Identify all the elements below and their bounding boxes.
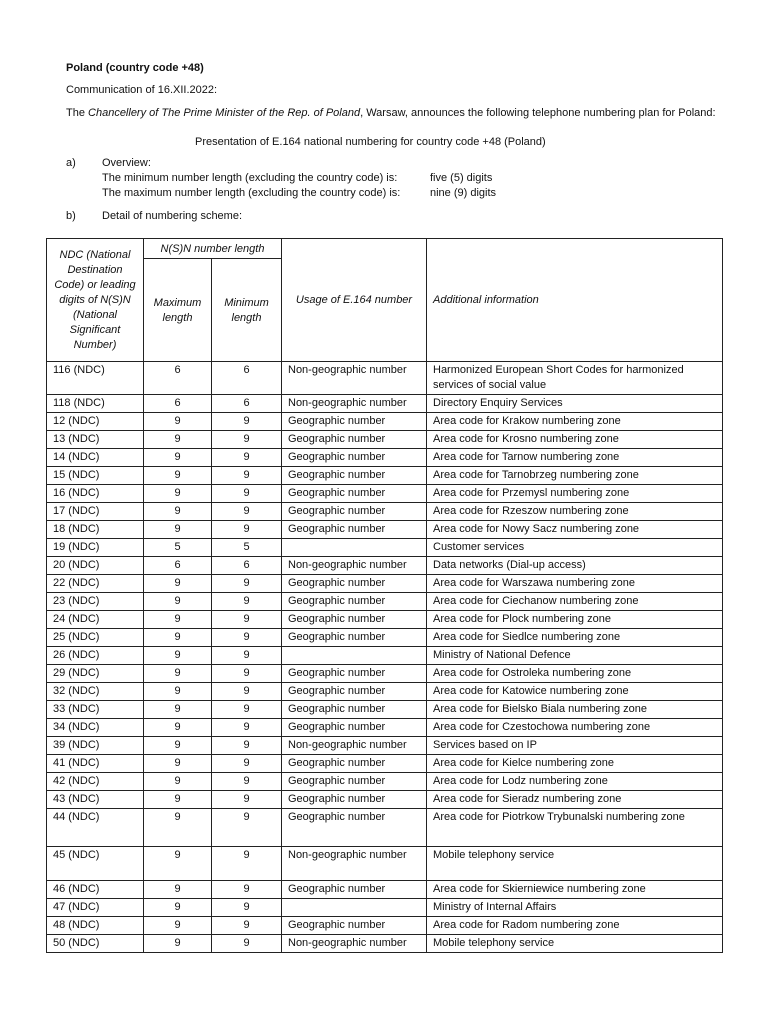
usage-cell: Non-geographic number xyxy=(282,395,427,413)
usage-cell: Geographic number xyxy=(282,503,427,521)
ndc-cell: 33 (NDC) xyxy=(47,701,144,719)
min-length-cell: 9 xyxy=(212,683,282,701)
table-row xyxy=(47,881,723,899)
table-row xyxy=(47,701,723,719)
max-length-cell: 9 xyxy=(144,485,212,503)
ndc-cell: 14 (NDC) xyxy=(47,449,144,467)
usage-cell: Geographic number xyxy=(282,593,427,611)
min-length-cell: 9 xyxy=(212,413,282,431)
info-cell: Data networks (Dial-up access) xyxy=(427,557,723,575)
info-cell: Area code for Piotrkow Trybunalski numbering zone xyxy=(427,809,723,847)
header-nsn-length: N(S)N number length xyxy=(144,239,282,259)
info-cell: Mobile telephony service xyxy=(427,847,723,881)
info-cell: Area code for Plock numbering zone xyxy=(427,611,723,629)
ndc-cell: 29 (NDC) xyxy=(47,665,144,683)
ndc-cell: 45 (NDC) xyxy=(47,847,144,881)
ndc-cell: 50 (NDC) xyxy=(47,935,144,953)
ndc-cell: 42 (NDC) xyxy=(47,773,144,791)
min-length-cell: 9 xyxy=(212,449,282,467)
ndc-cell: 44 (NDC) xyxy=(47,809,144,847)
usage-cell: Geographic number xyxy=(282,791,427,809)
min-length-cell: 9 xyxy=(212,935,282,953)
max-length-cell: 9 xyxy=(144,899,212,917)
max-length-cell: 5 xyxy=(144,539,212,557)
info-cell: Area code for Nowy Sacz numbering zone xyxy=(427,521,723,539)
table-row xyxy=(47,395,723,413)
min-length-cell: 9 xyxy=(212,917,282,935)
min-length-cell: 9 xyxy=(212,503,282,521)
min-length-cell: 9 xyxy=(212,647,282,665)
min-length-cell: 9 xyxy=(212,665,282,683)
table-row xyxy=(47,557,723,575)
ndc-cell: 12 (NDC) xyxy=(47,413,144,431)
usage-cell: Geographic number xyxy=(282,683,427,701)
table-row xyxy=(47,593,723,611)
usage-cell: Non-geographic number xyxy=(282,362,427,395)
min-length-cell: 9 xyxy=(212,593,282,611)
max-length-cell: 9 xyxy=(144,431,212,449)
ndc-cell: 13 (NDC) xyxy=(47,431,144,449)
max-length-cell: 9 xyxy=(144,719,212,737)
info-cell: Area code for Tarnow numbering zone xyxy=(427,449,723,467)
info-cell: Ministry of National Defence xyxy=(427,647,723,665)
intro-post: , Warsaw, announces the following telephone numbering plan for Poland: xyxy=(360,107,716,119)
table-row xyxy=(47,449,723,467)
min-length-value: five (5) digits xyxy=(430,172,493,184)
ndc-cell: 46 (NDC) xyxy=(47,881,144,899)
min-length-cell: 9 xyxy=(212,847,282,881)
max-length-cell: 9 xyxy=(144,593,212,611)
info-cell: Area code for Krakow numbering zone xyxy=(427,413,723,431)
ndc-cell: 22 (NDC) xyxy=(47,575,144,593)
table-row xyxy=(47,719,723,737)
table-row xyxy=(47,485,723,503)
usage-cell: Geographic number xyxy=(282,413,427,431)
header-usage: Usage of E.164 number xyxy=(282,239,427,362)
ndc-cell: 118 (NDC) xyxy=(47,395,144,413)
header-min-length: Minimum length xyxy=(212,259,282,362)
min-length-cell: 9 xyxy=(212,791,282,809)
intro-pre: The xyxy=(66,107,89,119)
header-max-length: Maximum length xyxy=(144,259,212,362)
max-length-cell: 9 xyxy=(144,917,212,935)
ndc-cell: 19 (NDC) xyxy=(47,539,144,557)
communication-date: Communication of 16.XII.2022: xyxy=(66,84,218,96)
min-length-cell: 6 xyxy=(212,557,282,575)
max-length-cell: 9 xyxy=(144,503,212,521)
info-cell: Area code for Krosno numbering zone xyxy=(427,431,723,449)
document-title: Poland (country code +48) xyxy=(66,62,204,74)
usage-cell: Geographic number xyxy=(282,755,427,773)
max-length-cell: 9 xyxy=(144,791,212,809)
info-cell: Area code for Ostroleka numbering zone xyxy=(427,665,723,683)
ndc-cell: 25 (NDC) xyxy=(47,629,144,647)
min-length-cell: 9 xyxy=(212,899,282,917)
min-length-cell: 9 xyxy=(212,809,282,847)
max-length-cell: 9 xyxy=(144,935,212,953)
ndc-cell: 26 (NDC) xyxy=(47,647,144,665)
info-cell: Ministry of Internal Affairs xyxy=(427,899,723,917)
max-length-cell: 9 xyxy=(144,521,212,539)
usage-cell: Geographic number xyxy=(282,809,427,847)
max-length-cell: 9 xyxy=(144,665,212,683)
table-row xyxy=(47,773,723,791)
info-cell: Area code for Czestochowa numbering zone xyxy=(427,719,723,737)
usage-cell: Non-geographic number xyxy=(282,935,427,953)
header-ndc: NDC (National Destination Code) or leading digits of N(S)N (National Significant Number) xyxy=(47,239,144,362)
max-length-cell: 9 xyxy=(144,413,212,431)
info-cell: Area code for Kielce numbering zone xyxy=(427,755,723,773)
usage-cell xyxy=(282,647,427,665)
info-cell: Area code for Radom numbering zone xyxy=(427,917,723,935)
table-row xyxy=(47,611,723,629)
max-length-cell: 6 xyxy=(144,362,212,395)
max-length-value: nine (9) digits xyxy=(430,187,497,199)
min-length-cell: 9 xyxy=(212,575,282,593)
table-row xyxy=(47,737,723,755)
max-length-cell: 9 xyxy=(144,701,212,719)
max-length-cell: 9 xyxy=(144,647,212,665)
table-row xyxy=(47,917,723,935)
max-length-cell: 9 xyxy=(144,737,212,755)
ndc-cell: 32 (NDC) xyxy=(47,683,144,701)
max-length-cell: 9 xyxy=(144,881,212,899)
max-length-cell: 6 xyxy=(144,395,212,413)
usage-cell xyxy=(282,539,427,557)
min-length-cell: 9 xyxy=(212,881,282,899)
info-cell: Area code for Bielsko Biala numbering zone xyxy=(427,701,723,719)
table-row xyxy=(47,647,723,665)
max-length-cell: 9 xyxy=(144,755,212,773)
max-length-cell: 6 xyxy=(144,557,212,575)
table-row xyxy=(47,467,723,485)
ndc-cell: 24 (NDC) xyxy=(47,611,144,629)
usage-cell: Non-geographic number xyxy=(282,557,427,575)
max-length-cell: 9 xyxy=(144,467,212,485)
ndc-cell: 48 (NDC) xyxy=(47,917,144,935)
table-row xyxy=(47,665,723,683)
ndc-cell: 20 (NDC) xyxy=(47,557,144,575)
detail-title: Detail of numbering scheme: xyxy=(102,210,243,222)
min-length-cell: 6 xyxy=(212,362,282,395)
ndc-cell: 18 (NDC) xyxy=(47,521,144,539)
max-length-cell: 9 xyxy=(144,847,212,881)
intro-paragraph xyxy=(66,106,716,120)
numbering-table xyxy=(46,238,723,953)
min-length-cell: 9 xyxy=(212,611,282,629)
info-cell: Area code for Siedlce numbering zone xyxy=(427,629,723,647)
max-length-cell: 9 xyxy=(144,773,212,791)
usage-cell: Geographic number xyxy=(282,449,427,467)
usage-cell: Geographic number xyxy=(282,575,427,593)
info-cell: Area code for Przemysl numbering zone xyxy=(427,485,723,503)
ndc-cell: 23 (NDC) xyxy=(47,593,144,611)
table-row xyxy=(47,683,723,701)
table-row xyxy=(47,362,723,395)
overview-title: Overview: xyxy=(102,157,151,169)
usage-cell: Geographic number xyxy=(282,665,427,683)
usage-cell: Non-geographic number xyxy=(282,737,427,755)
min-length-cell: 9 xyxy=(212,521,282,539)
ndc-cell: 116 (NDC) xyxy=(47,362,144,395)
info-cell: Area code for Lodz numbering zone xyxy=(427,773,723,791)
usage-cell: Geographic number xyxy=(282,917,427,935)
usage-cell: Geographic number xyxy=(282,773,427,791)
intro-org: Chancellery of The Prime Minister of the Rep. of Poland xyxy=(88,107,361,119)
ndc-cell: 47 (NDC) xyxy=(47,899,144,917)
min-length-cell: 9 xyxy=(212,773,282,791)
ndc-cell: 17 (NDC) xyxy=(47,503,144,521)
table-row xyxy=(47,413,723,431)
usage-cell: Non-geographic number xyxy=(282,847,427,881)
usage-cell: Geographic number xyxy=(282,521,427,539)
info-cell: Mobile telephony service xyxy=(427,935,723,953)
info-cell: Area code for Ciechanow numbering zone xyxy=(427,593,723,611)
table-row xyxy=(47,539,723,557)
info-cell: Area code for Warszawa numbering zone xyxy=(427,575,723,593)
info-cell: Area code for Rzeszow numbering zone xyxy=(427,503,723,521)
usage-cell: Geographic number xyxy=(282,431,427,449)
min-length-cell: 9 xyxy=(212,629,282,647)
max-length-cell: 9 xyxy=(144,629,212,647)
ndc-cell: 43 (NDC) xyxy=(47,791,144,809)
min-length-cell: 5 xyxy=(212,539,282,557)
min-length-cell: 9 xyxy=(212,755,282,773)
usage-cell: Geographic number xyxy=(282,611,427,629)
max-length-cell: 9 xyxy=(144,611,212,629)
table-row xyxy=(47,629,723,647)
max-length-cell: 9 xyxy=(144,683,212,701)
table-row xyxy=(47,431,723,449)
table-row xyxy=(47,847,723,881)
max-length-cell: 9 xyxy=(144,575,212,593)
info-cell: Area code for Sieradz numbering zone xyxy=(427,791,723,809)
table-row xyxy=(47,575,723,593)
info-cell: Customer services xyxy=(427,539,723,557)
ndc-cell: 39 (NDC) xyxy=(47,737,144,755)
usage-cell: Geographic number xyxy=(282,701,427,719)
min-length-cell: 9 xyxy=(212,431,282,449)
usage-cell: Geographic number xyxy=(282,485,427,503)
usage-cell xyxy=(282,899,427,917)
min-length-cell: 9 xyxy=(212,719,282,737)
detail-label: b) xyxy=(66,210,76,222)
min-length-cell: 9 xyxy=(212,467,282,485)
usage-cell: Geographic number xyxy=(282,629,427,647)
ndc-cell: 41 (NDC) xyxy=(47,755,144,773)
max-length-cell: 9 xyxy=(144,449,212,467)
info-cell: Services based on IP xyxy=(427,737,723,755)
info-cell: Area code for Tarnobrzeg numbering zone xyxy=(427,467,723,485)
ndc-cell: 34 (NDC) xyxy=(47,719,144,737)
header-info: Additional information xyxy=(427,239,723,362)
table-row xyxy=(47,899,723,917)
info-cell: Directory Enquiry Services xyxy=(427,395,723,413)
ndc-cell: 15 (NDC) xyxy=(47,467,144,485)
info-cell: Harmonized European Short Codes for harmonized services of social value xyxy=(427,362,723,395)
usage-cell: Geographic number xyxy=(282,467,427,485)
ndc-cell: 16 (NDC) xyxy=(47,485,144,503)
info-cell: Area code for Skierniewice numbering zone xyxy=(427,881,723,899)
usage-cell: Geographic number xyxy=(282,881,427,899)
overview-label: a) xyxy=(66,157,76,169)
max-length-text: The maximum number length (excluding the country code) is: xyxy=(102,187,401,199)
min-length-cell: 9 xyxy=(212,701,282,719)
min-length-text: The minimum number length (excluding the country code) is: xyxy=(102,172,398,184)
min-length-cell: 6 xyxy=(212,395,282,413)
min-length-cell: 9 xyxy=(212,485,282,503)
table-row xyxy=(47,521,723,539)
usage-cell: Geographic number xyxy=(282,719,427,737)
table-row xyxy=(47,755,723,773)
table-body xyxy=(47,362,723,953)
presentation-heading: Presentation of E.164 national numbering for country code +48 (Poland) xyxy=(195,136,546,148)
min-length-cell: 9 xyxy=(212,737,282,755)
max-length-cell: 9 xyxy=(144,809,212,847)
info-cell: Area code for Katowice numbering zone xyxy=(427,683,723,701)
table-row xyxy=(47,791,723,809)
table-row xyxy=(47,935,723,953)
table-row xyxy=(47,503,723,521)
table-row xyxy=(47,809,723,847)
